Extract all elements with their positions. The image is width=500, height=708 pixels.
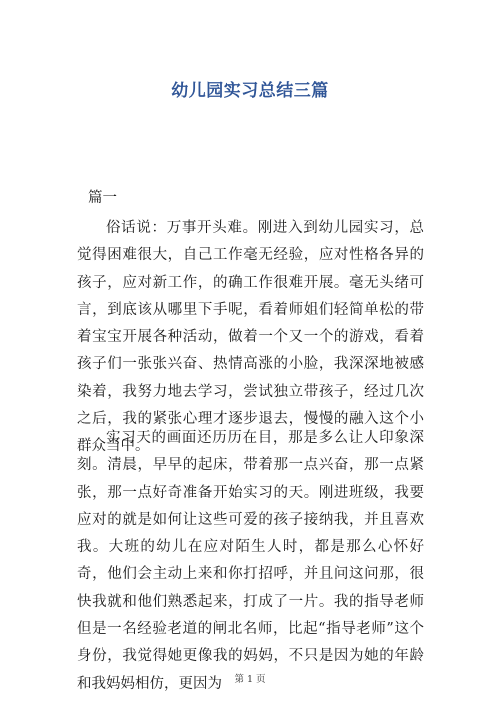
paragraph-2: 实习天的画面还历历在目，那是多么让人印象深刻。清晨，早早的起床，带着那一点兴奋，那一点紧张，那一点好奇准备开始实习的天。刚进班级，我要应对的就是如何让这些可爱的孩子接纳我，并且喜欢我。大班的幼儿在应对陌生人时，都是那么心怀好奇，他们会主动上来和你打招呼，并且问这问那，很快我就和他们熟悉起来，打成了一片。我的指导老师但是一名经验老道的闸北名师，比起“指导老师”这个身份，我觉得她更像我的妈妈，不只是因为她的年龄和我妈妈相仿，更因为 [77, 430, 424, 692]
section-heading: 篇一 [88, 190, 117, 206]
paragraph-1: 俗话说：万事开头难。刚进入到幼儿园实习，总觉得困难很大，自己工作毫无经验，应对性格各异的孩子，应对新工作，的确工作很难开展。毫无头绪可言，到底该从哪里下手呢，看着师姐们轻简单松的带着宝宝开展各种活动，做着一个又一个的游戏，看着孩子们一张张兴奋、热情高涨的小脸，我深深地被感染着，我努力地去学习，尝试独立带孩子，经过几次之后，我的紧张心理才逐步退去，慢慢的融入这个小群众当中。 [77, 220, 424, 455]
document-title: 幼儿园实习总结三篇 [171, 81, 329, 101]
page-number-footer: 第 1 页 [234, 674, 266, 685]
